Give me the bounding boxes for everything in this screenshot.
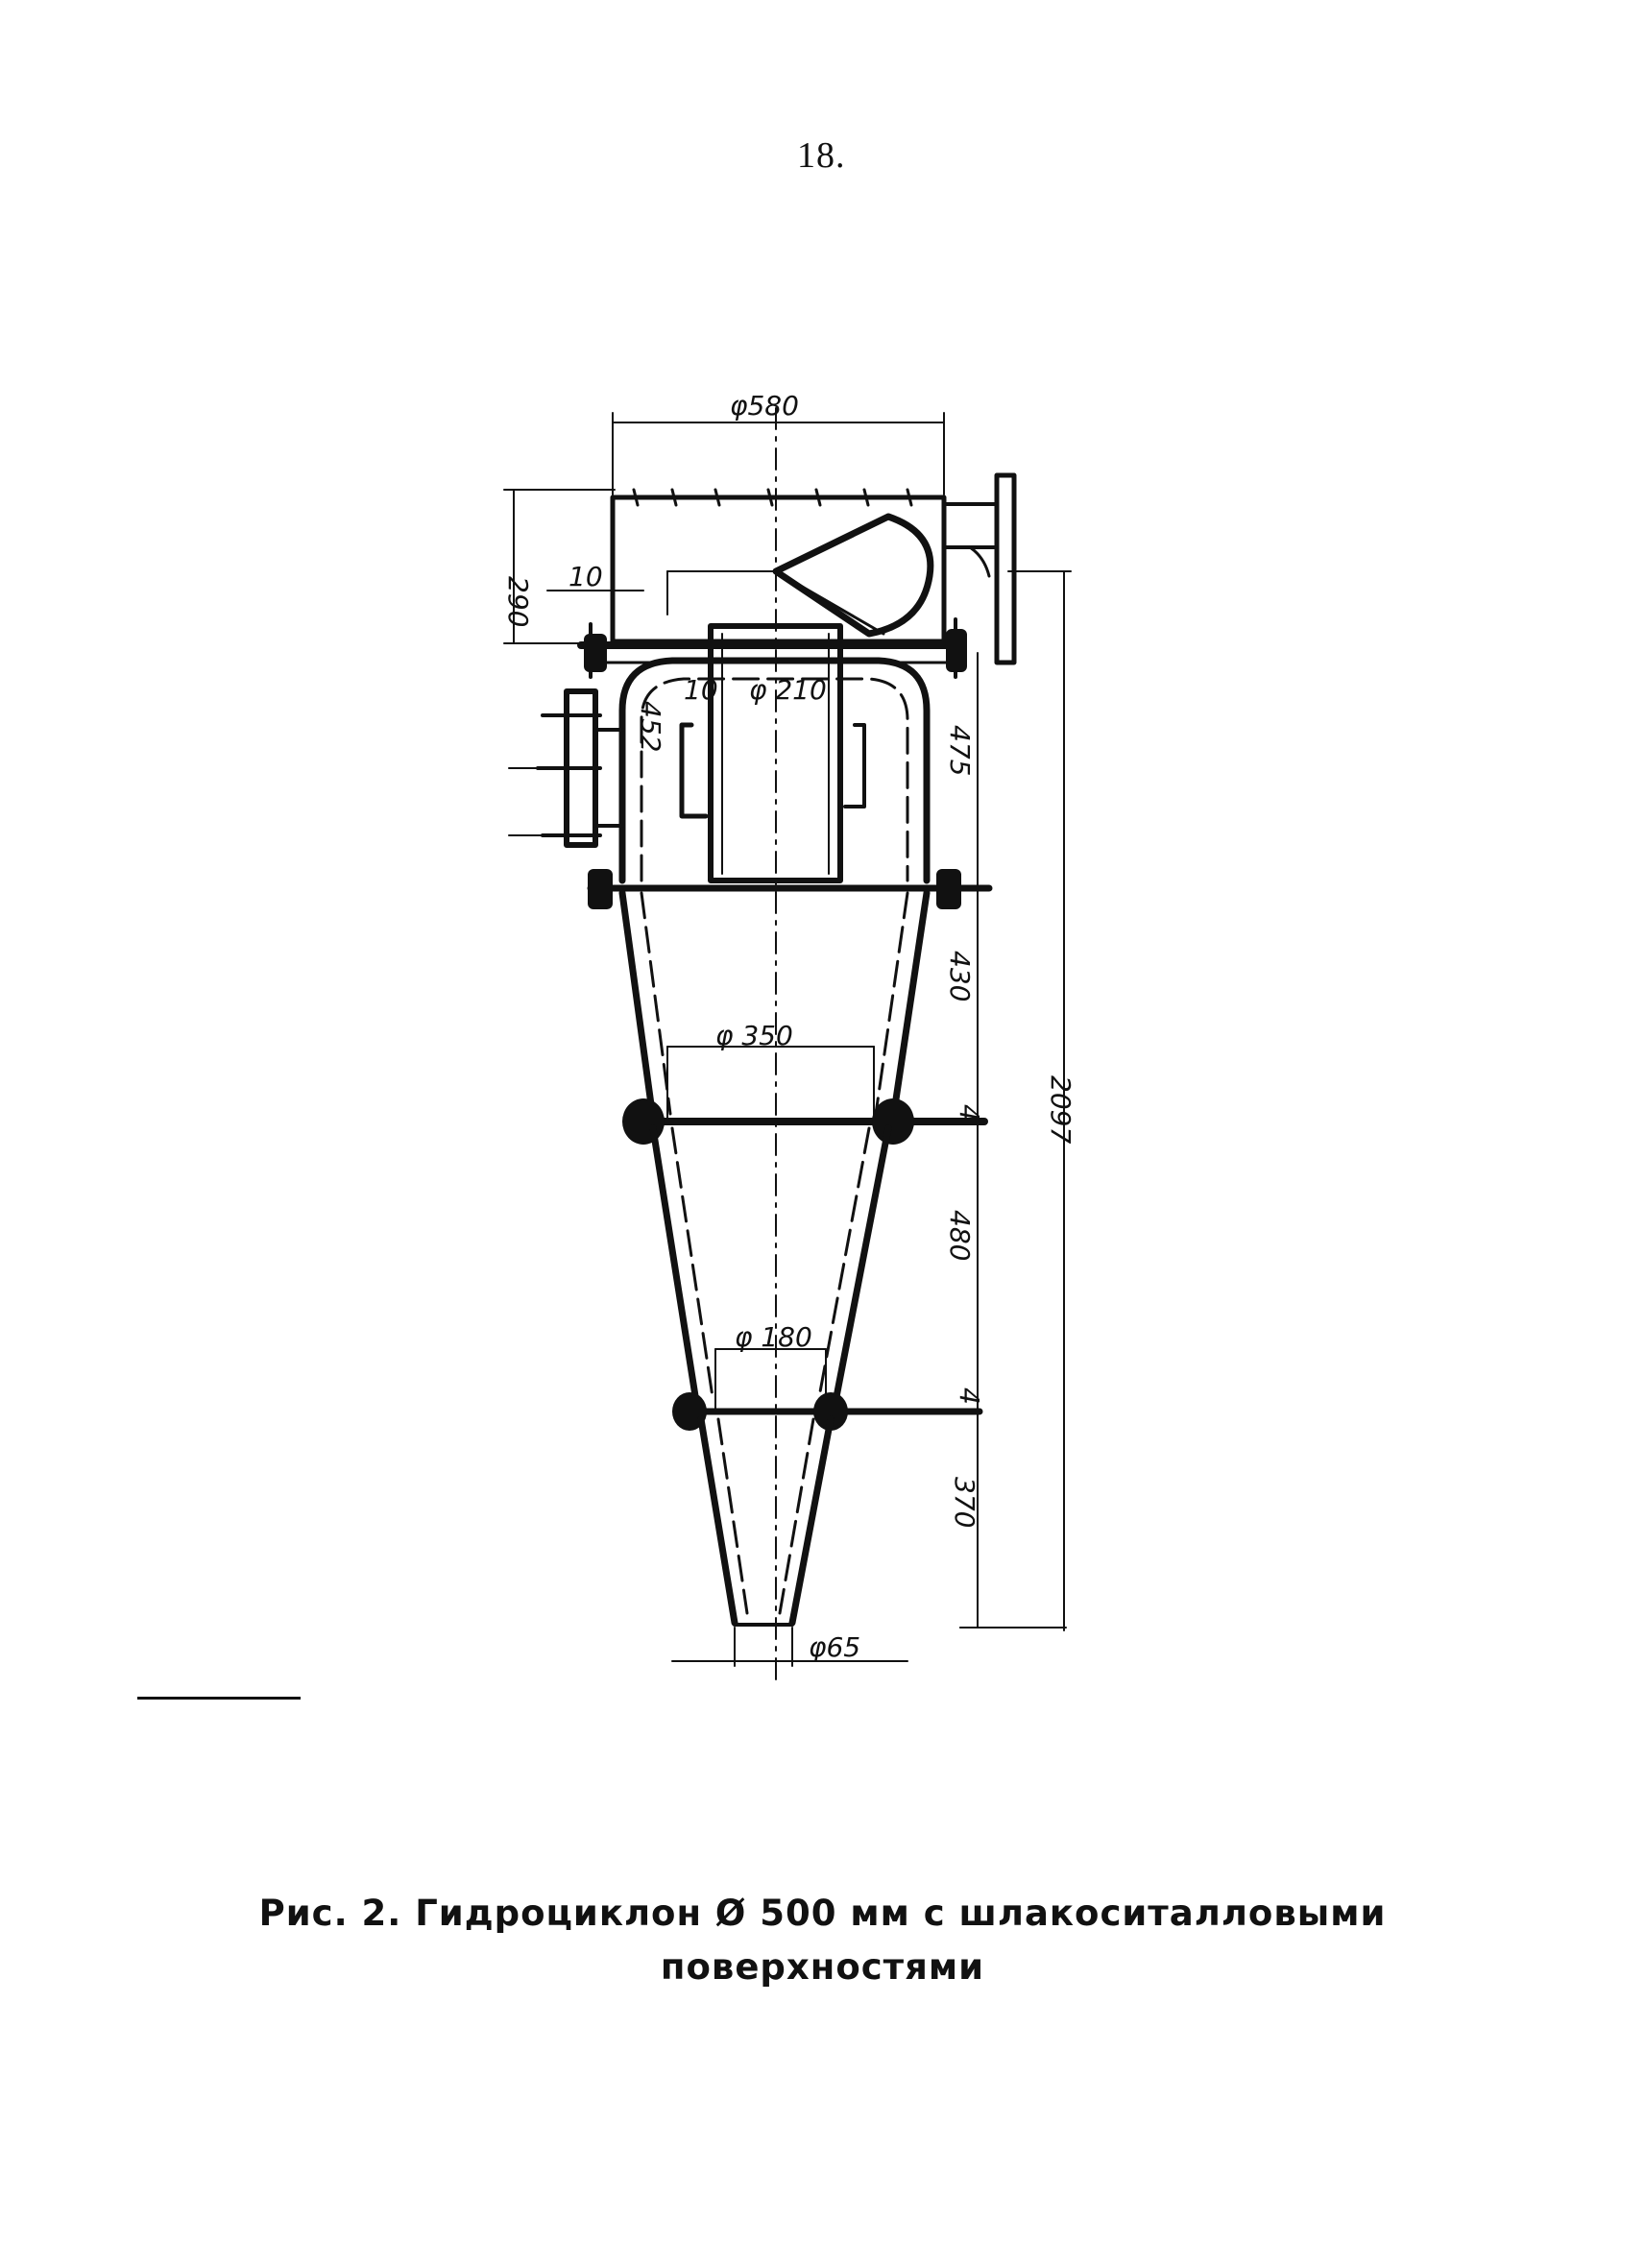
dim-mid-cone-height: 480 — [944, 1210, 976, 1262]
apex-cone — [701, 1419, 735, 1623]
upper-cone — [622, 893, 653, 1119]
dim-gap-lower: 4 — [954, 1387, 985, 1405]
dim-inlet-height: 290 — [502, 576, 534, 628]
dim-upper-cone-height: 430 — [944, 951, 976, 1002]
dim-apex-diameter: φ65 — [809, 1631, 861, 1663]
dim-inner-wall: 10 — [684, 674, 718, 706]
dim-mid-diameter: φ 350 — [715, 1020, 793, 1051]
figure-caption — [0, 1887, 1645, 1994]
dim-lower-diameter: φ 180 — [735, 1321, 812, 1353]
footnote-rule — [137, 1697, 301, 1700]
page-number: 18. — [797, 135, 846, 176]
mid-cone — [653, 1128, 696, 1402]
dim-bottom-cone-height: 370 — [949, 1477, 980, 1529]
dim-outlet-diameter: φ 210 — [749, 674, 827, 706]
dim-gap-upper: 4 — [954, 1104, 985, 1122]
caption-line-1: Рис. 2. Гидроциклон Ø 500 мм с шлакоситалловыми — [258, 1893, 1387, 1934]
dim-radius: 452 — [635, 701, 666, 753]
dim-wall-offset: 10 — [568, 561, 603, 592]
dim-cylinder-height: 475 — [944, 725, 976, 777]
dim-top-diameter: φ580 — [730, 390, 799, 422]
inlet-nozzle — [944, 504, 997, 547]
caption-line-2: поверхностями — [660, 1946, 985, 1988]
dim-total-height: 2097 — [1045, 1075, 1077, 1145]
